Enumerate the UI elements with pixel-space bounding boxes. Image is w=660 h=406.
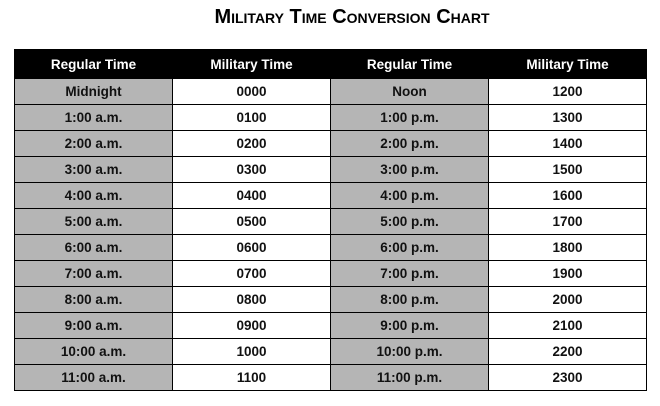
military-time-cell: 1100 xyxy=(173,365,331,391)
military-time-cell: 1500 xyxy=(489,157,647,183)
table-row xyxy=(15,235,647,261)
header-military-time-am: Military Time xyxy=(173,50,331,79)
military-time-cell: 0300 xyxy=(173,157,331,183)
military-time-cell: 1200 xyxy=(489,79,647,105)
regular-time-cell: 3:00 a.m. xyxy=(15,157,173,183)
military-time-cell: 0700 xyxy=(173,261,331,287)
military-time-cell: 0900 xyxy=(173,313,331,339)
regular-time-cell: 4:00 p.m. xyxy=(331,183,489,209)
regular-time-cell: Midnight xyxy=(15,79,173,105)
header-military-time-pm: Military Time xyxy=(489,50,647,79)
regular-time-cell: 5:00 p.m. xyxy=(331,209,489,235)
military-time-cell: 2100 xyxy=(489,313,647,339)
military-time-cell: 0500 xyxy=(173,209,331,235)
military-time-cell: 1800 xyxy=(489,235,647,261)
regular-time-cell: 1:00 p.m. xyxy=(331,105,489,131)
regular-time-cell: 6:00 a.m. xyxy=(15,235,173,261)
military-time-cell: 1600 xyxy=(489,183,647,209)
military-time-cell: 0800 xyxy=(173,287,331,313)
regular-time-cell: 2:00 p.m. xyxy=(331,131,489,157)
regular-time-cell: 8:00 a.m. xyxy=(15,287,173,313)
military-time-cell: 0600 xyxy=(173,235,331,261)
regular-time-cell: 5:00 a.m. xyxy=(15,209,173,235)
regular-time-cell: 3:00 p.m. xyxy=(331,157,489,183)
table-row xyxy=(15,313,647,339)
military-time-cell: 1300 xyxy=(489,105,647,131)
military-time-cell: 1000 xyxy=(173,339,331,365)
regular-time-cell: 7:00 a.m. xyxy=(15,261,173,287)
regular-time-cell: 4:00 a.m. xyxy=(15,183,173,209)
table-row xyxy=(15,339,647,365)
header-regular-time-pm: Regular Time xyxy=(331,50,489,79)
military-time-cell: 0200 xyxy=(173,131,331,157)
table-row xyxy=(15,261,647,287)
table-header xyxy=(15,50,647,79)
regular-time-cell: 10:00 p.m. xyxy=(331,339,489,365)
regular-time-cell: 11:00 a.m. xyxy=(15,365,173,391)
table-row xyxy=(15,365,647,391)
table-body xyxy=(15,79,647,391)
table-row xyxy=(15,79,647,105)
regular-time-cell: 2:00 a.m. xyxy=(15,131,173,157)
table-row xyxy=(15,157,647,183)
military-time-cell: 1700 xyxy=(489,209,647,235)
table-row xyxy=(15,183,647,209)
header-regular-time-am: Regular Time xyxy=(15,50,173,79)
military-time-cell: 2300 xyxy=(489,365,647,391)
conversion-table xyxy=(14,49,647,391)
military-time-cell: 1400 xyxy=(489,131,647,157)
regular-time-cell: 9:00 a.m. xyxy=(15,313,173,339)
regular-time-cell: 6:00 p.m. xyxy=(331,235,489,261)
military-time-cell: 0000 xyxy=(173,79,331,105)
table-row xyxy=(15,131,647,157)
regular-time-cell: 8:00 p.m. xyxy=(331,287,489,313)
regular-time-cell: 7:00 p.m. xyxy=(331,261,489,287)
regular-time-cell: 9:00 p.m. xyxy=(331,313,489,339)
table-row xyxy=(15,287,647,313)
header-row xyxy=(15,50,647,79)
regular-time-cell: 10:00 a.m. xyxy=(15,339,173,365)
table-row xyxy=(15,209,647,235)
military-time-cell: 0100 xyxy=(173,105,331,131)
page-title: Military Time Conversion Chart xyxy=(214,6,490,28)
military-time-cell: 2200 xyxy=(489,339,647,365)
military-time-cell: 1900 xyxy=(489,261,647,287)
regular-time-cell: Noon xyxy=(331,79,489,105)
military-time-cell: 2000 xyxy=(489,287,647,313)
military-time-cell: 0400 xyxy=(173,183,331,209)
regular-time-cell: 1:00 a.m. xyxy=(15,105,173,131)
table-row xyxy=(15,105,647,131)
regular-time-cell: 11:00 p.m. xyxy=(331,365,489,391)
